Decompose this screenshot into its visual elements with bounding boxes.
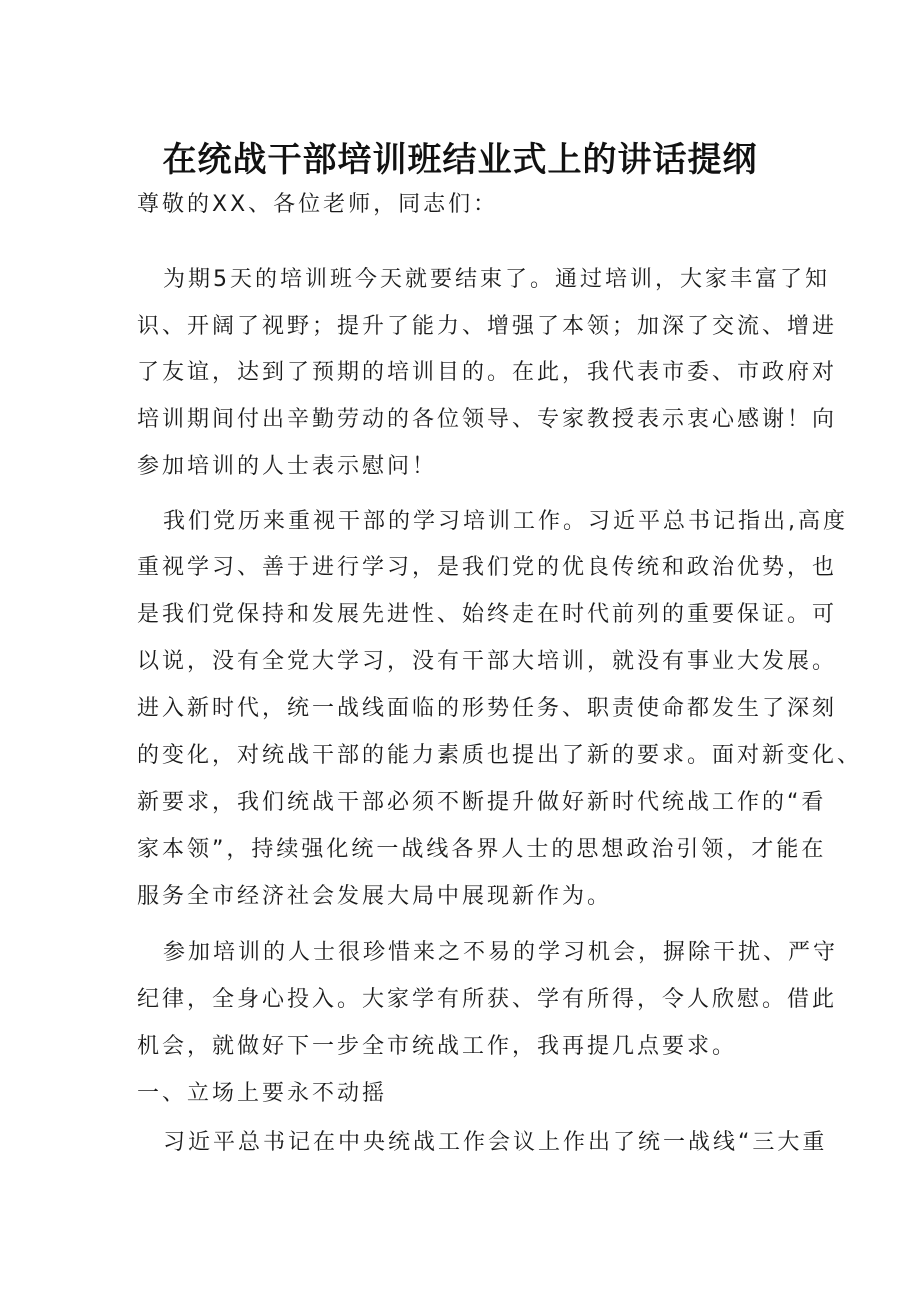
- paragraph-line: 了友谊，达到了预期的培训目的。在此，我代表市委、市政府对: [137, 360, 838, 385]
- paragraph-line: 习近平总书记在中央统战工作会议上作出了统一战线“三大重: [163, 1130, 828, 1155]
- paragraph-line: 参加培训的人士表示慰问！: [137, 454, 438, 479]
- paragraph-line: 家本领”，持续强化统一战线各界人士的思想政治引领，才能在: [137, 837, 827, 862]
- paragraph-line: 为期5天的培训班今天就要结束了。通过培训，大家丰富了知: [163, 267, 830, 292]
- salutation-line: 尊敬的XX、各位老师，同志们：: [137, 192, 499, 217]
- paragraph-line: 服务全市经济社会发展大局中展现新作为。: [137, 884, 613, 909]
- paragraph-line: 是我们党保持和发展先进性、始终走在时代前列的重要保证。可: [137, 602, 838, 627]
- paragraph-line: 新要求，我们统战干部必须不断提升做好新时代统战工作的“看: [137, 790, 827, 815]
- paragraph-line: 的变化，对统战干部的能力素质也提出了新的要求。面对新变化、: [137, 743, 863, 768]
- paragraph-line: 进入新时代，统一战线面临的形势任务、职责使命都发生了深刻: [137, 696, 838, 721]
- paragraph-line: 培训期间付出辛勤劳动的各位领导、专家教授表示衷心感谢！向: [137, 407, 838, 432]
- paragraph-line: 纪律，全身心投入。大家学有所获、学有所得，令人欣慰。借此: [137, 987, 838, 1012]
- paragraph-line: 以说，没有全党大学习，没有干部大培训，就没有事业大发展。: [137, 649, 838, 674]
- paragraph-line: 机会，就做好下一步全市统战工作，我再提几点要求。: [137, 1034, 738, 1059]
- paragraph-line: 参加培训的人士很珍惜来之不易的学习机会，摒除干扰、严守: [163, 940, 839, 965]
- paragraph-line: 重视学习、善于进行学习，是我们党的优良传统和政治优势，也: [137, 555, 838, 580]
- paragraph-line: 识、开阔了视野；提升了能力、增强了本领；加深了交流、增进: [137, 314, 838, 339]
- section-heading: 一、立场上要永不动摇: [137, 1081, 388, 1106]
- document-title: 在统战干部培训班结业式上的讲话提纲: [162, 140, 758, 180]
- paragraph-line: 我们党历来重视干部的学习培训工作。习近平总书记指出,高度: [163, 509, 848, 534]
